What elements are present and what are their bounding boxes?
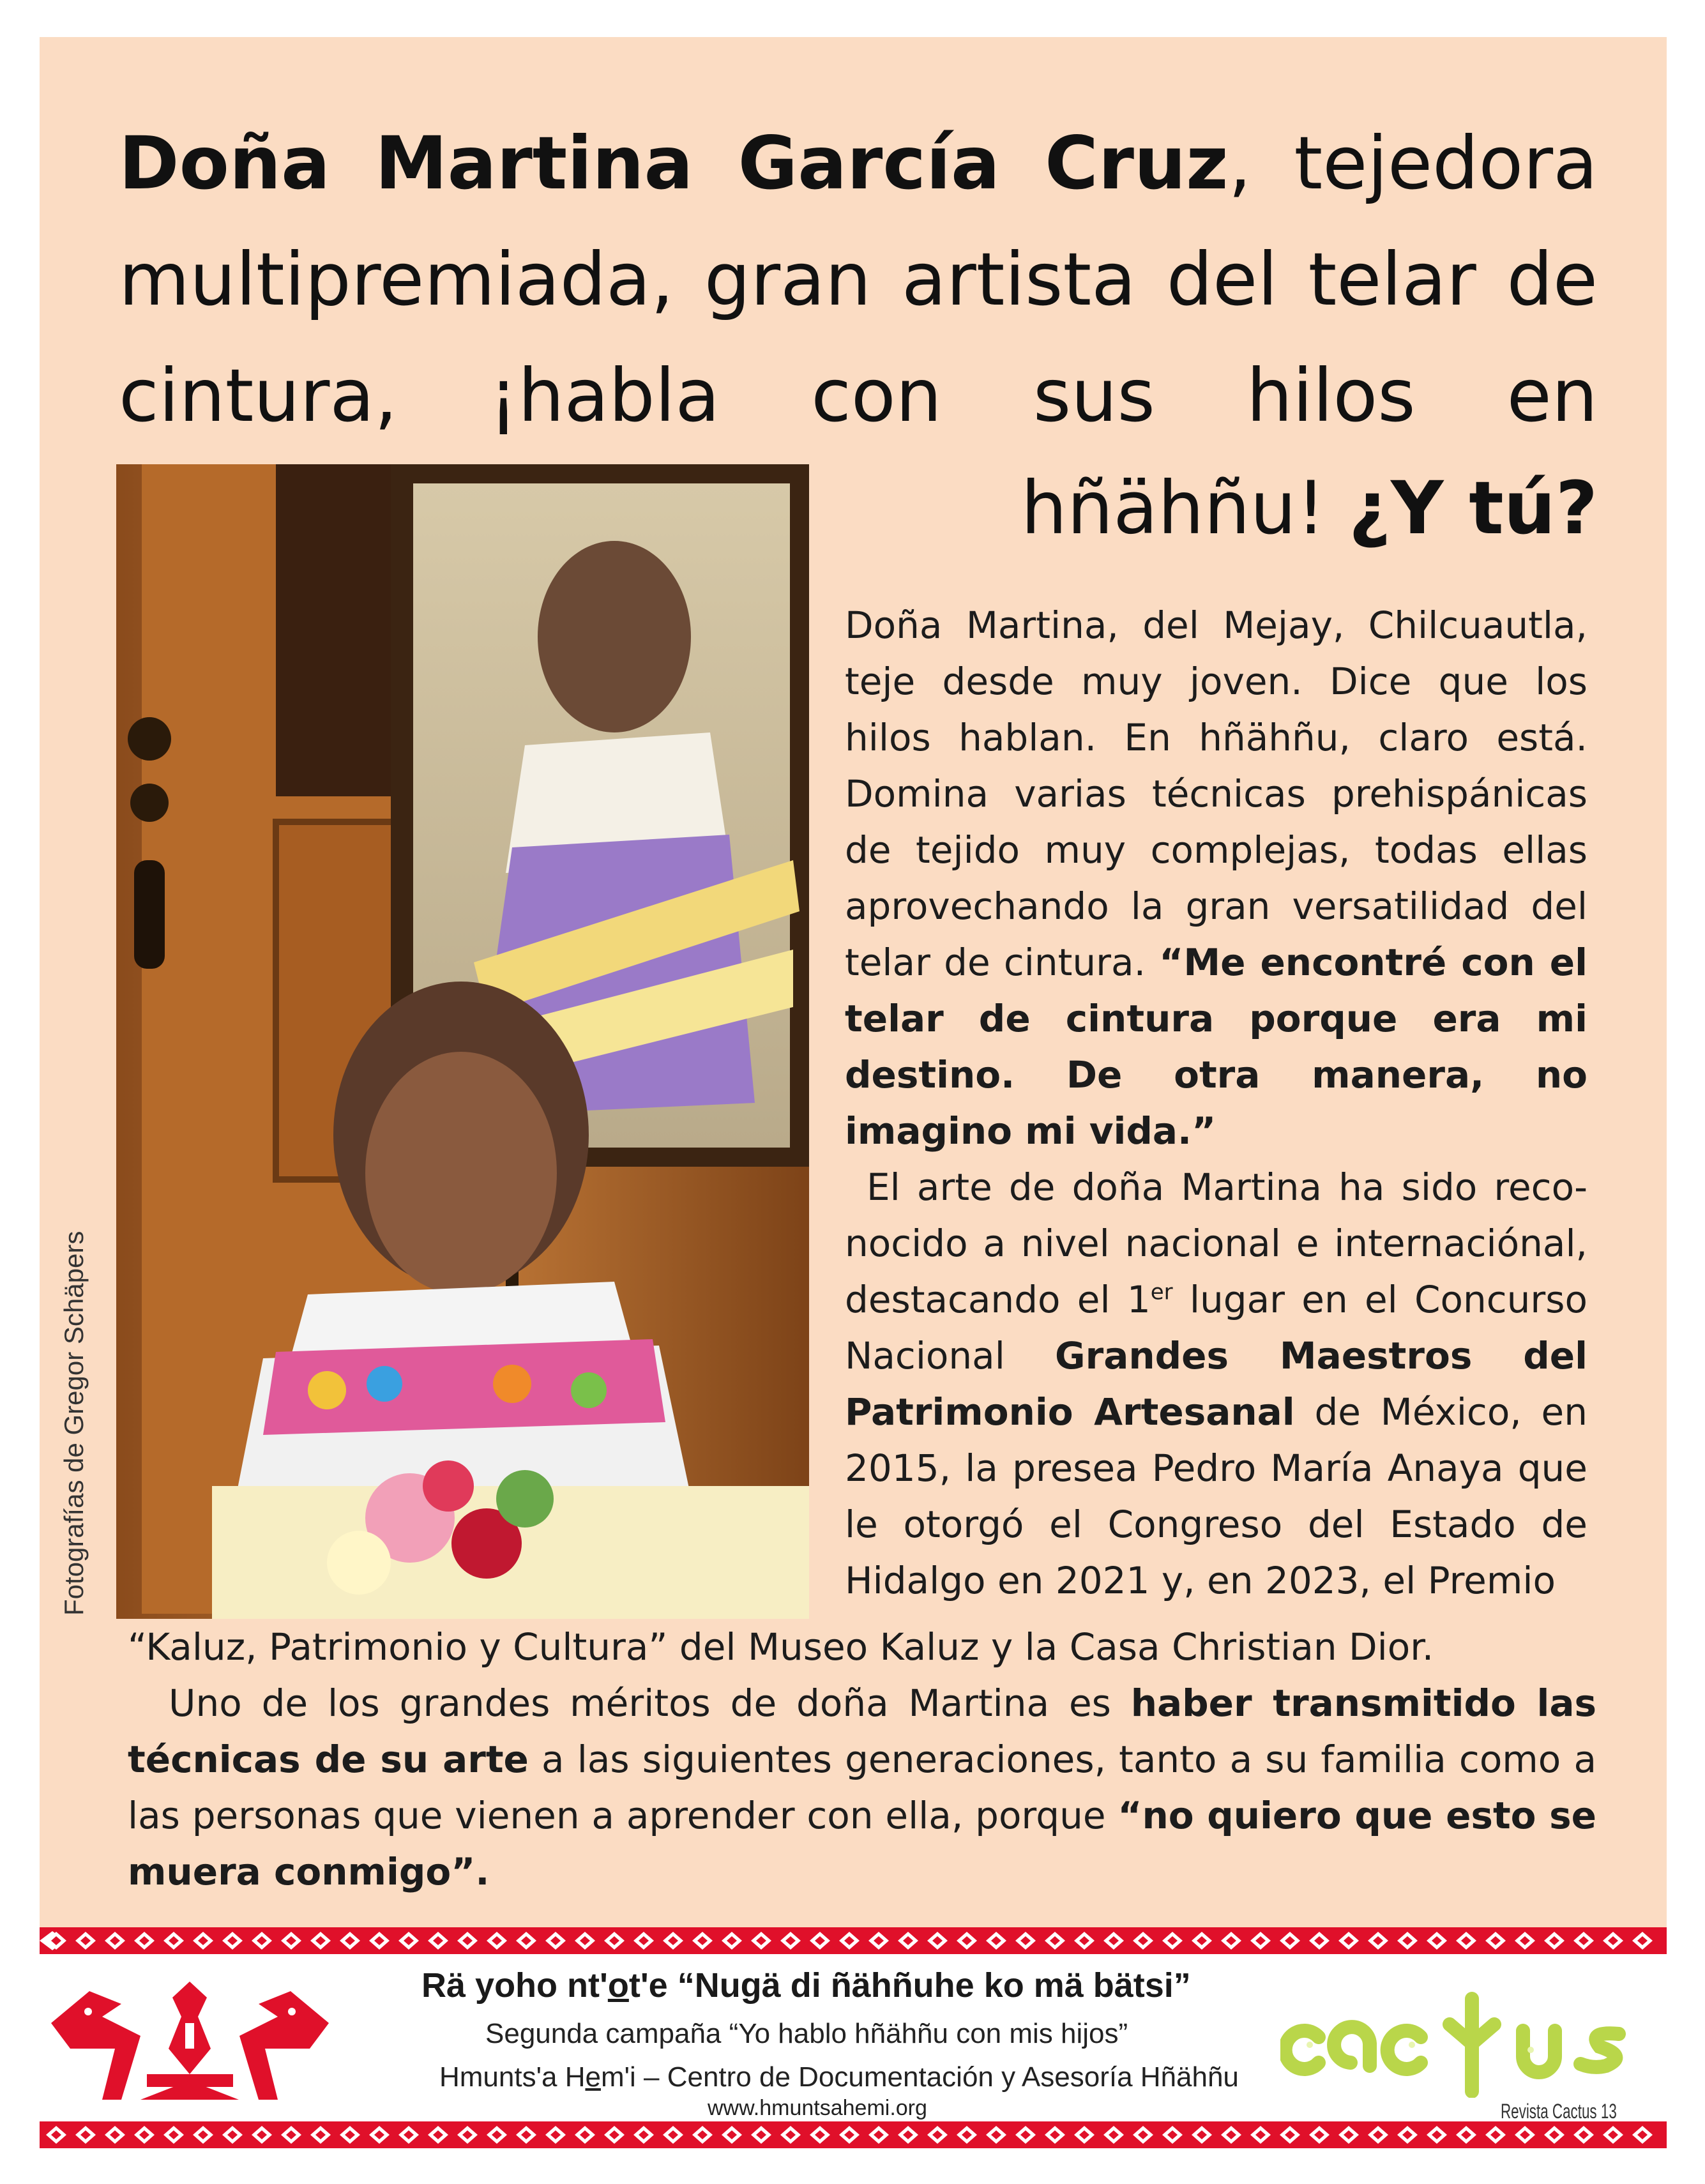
- headline: [119, 105, 1598, 454]
- headline-name: Doña Martina García Cruz: [119, 121, 1229, 206]
- portrait-photo: [116, 464, 809, 1619]
- headline-tail-text: hñähñu!: [1020, 466, 1349, 550]
- embroidery-band-bottom: [40, 2121, 1667, 2148]
- embroidered-birds-logo: [45, 1978, 335, 2106]
- quote-destino: “Me encontré con el telar de cintura porque era mi destino. De otra manera, no imagino mi vida.”: [845, 941, 1588, 1153]
- paragraph-1: Doña Martina, del Mejay, Chilcuautla, teje desde muy joven. Dice que los hilos hablan. En hñähñu, claro está. Domina varias técnicas prehispánicas de tejido muy complejas, todas ellas aprovechando la gran versatilidad del telar de cintura. “Me encontré con el telar de cintura porque era mi destino. De otra manera, no imagino mi vida.”: [845, 603, 1588, 1153]
- embroidery-band-top: [40, 1927, 1667, 1954]
- headline-tail: [1021, 450, 1598, 566]
- photo-credit: Fotografías de Gregor Schäpers: [59, 1231, 89, 1616]
- footer-website[interactable]: www.hmuntsahemi.org: [708, 2096, 927, 2120]
- footer-organization: Hmunts'a Hem'i – Centro de Documentación y Asesoría Hñähñu: [439, 2061, 1239, 2093]
- headline-text: , tejedora multipremiada, gran artista del telar de cintura, ¡habla con sus hilos en: [119, 121, 1598, 438]
- contest-name: Grandes Maestros del Patrimonio Artesanal: [845, 1334, 1588, 1434]
- page-label: Revista Cactus 13: [1501, 2100, 1617, 2123]
- merit-highlight: haber transmitido las técnicas de su arte: [128, 1681, 1596, 1781]
- closing-quote: “no quiero que esto se muera conmigo”.: [128, 1794, 1596, 1893]
- paragraph-2: El arte de doña Martina ha sido reconocido a nivel nacional e internaciónal, destacando el 1er lugar en el Concurso Nacional Grandes Maestros del Patrimonio Artesanal de México, en 2015, la presea Pedro María Anaya que le otorgó el Congreso del Estado de Hidalgo en 2021 y, en 2023, el Premio: [845, 1165, 1588, 1602]
- headline-question: ¿Y tú?: [1348, 466, 1598, 550]
- footer-title: Rä yoho nt'ot'e “Nugä di ñähñuhe ko mä bätsi”: [421, 1966, 1191, 2005]
- body-column: [845, 597, 1588, 1609]
- cactus-logo: [1280, 1986, 1667, 2098]
- paragraph-3: Uno de los grandes méritos de doña Martina es haber transmitido las técnicas de su arte a las siguientes generaciones, tanto a su familia como a las personas que vienen a aprender con ella, porque “no quiero que esto se muera conmigo”.: [128, 1681, 1596, 1893]
- body-full-width: [128, 1619, 1596, 1900]
- paragraph-2-end: “Kaluz, Patrimonio y Cultura” del Museo Kaluz y la Casa Christian Dior.: [128, 1625, 1434, 1669]
- footer-campaign: Segunda campaña “Yo hablo hñähñu con mis hijos”: [485, 2018, 1128, 2049]
